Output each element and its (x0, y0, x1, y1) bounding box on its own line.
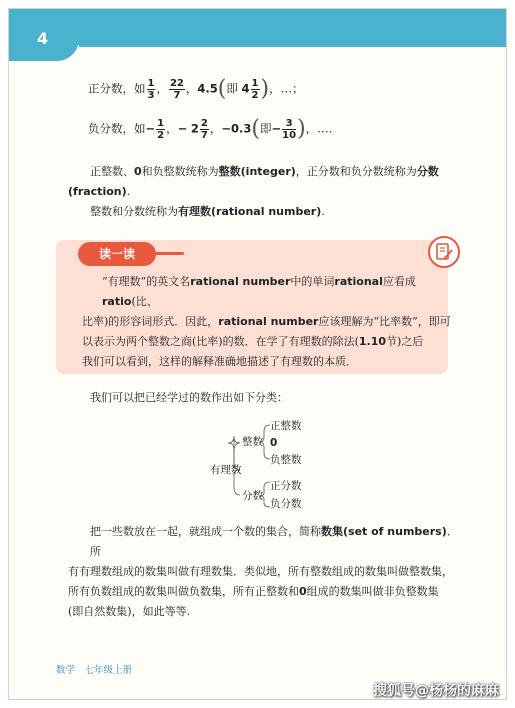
tree-fraction: 分数 (242, 490, 263, 502)
fraction (147, 78, 156, 101)
zero: 0 (299, 585, 307, 598)
text: 以表示为两个整数之商(比率)的数．在学了有理数的除法( (82, 335, 359, 348)
fraction (169, 78, 185, 101)
paren-open: ( (217, 76, 227, 102)
read-box-text (82, 272, 452, 372)
read-badge: 读一读 (78, 242, 156, 266)
tree-root: 有理数 (210, 464, 242, 476)
text: 比率)的形容词形式．因此， (82, 315, 219, 328)
text: ．所 (90, 525, 458, 558)
positive-fraction-examples (88, 78, 304, 101)
note-pencil-icon (428, 236, 460, 268)
separator: ， (166, 121, 178, 136)
text: 节)之后 (386, 335, 424, 348)
classify-intro: 我们可以把已经学过的数作出如下分类： (90, 391, 288, 404)
ji-label: 即 (226, 81, 238, 96)
fraction-numerator: 2 (200, 118, 208, 129)
read-line-2 (82, 312, 452, 332)
text: 组成的数集叫做非负整数集 (306, 585, 439, 598)
fraction-numerator: 3 (282, 118, 296, 130)
tree-zero: 0 (270, 437, 278, 449)
english-term: rational number (190, 275, 291, 288)
watermark: 搜狐号@杨杨的麻麻 (373, 683, 499, 699)
minus-sign: − (177, 121, 188, 136)
fraction-denominator: 3 (147, 90, 155, 101)
set-line-3 (68, 582, 460, 602)
negative-fraction-examples (88, 118, 332, 141)
fraction (156, 118, 165, 141)
term-rational: 有理数 (178, 205, 211, 218)
term-rational-en: (rational number) (211, 205, 322, 218)
text: 和负整数统称为 (141, 165, 219, 178)
fraction-denominator: 7 (173, 90, 181, 101)
number-set-paragraph (68, 522, 460, 622)
mixed-whole: 2 (190, 121, 199, 136)
english-term: ratio (102, 295, 132, 308)
definition-paragraph-1 (68, 162, 458, 202)
page-number: 4 (37, 29, 49, 48)
term-fraction: 分数 (416, 165, 439, 178)
separator: ， (209, 121, 222, 136)
fraction-denominator: 2 (157, 130, 165, 141)
negative-prefix: 负分数，如 (88, 121, 146, 136)
text: 我们可以看到，这样的解释准确地描述了有理数的本质． (82, 355, 357, 368)
period: . (126, 185, 131, 198)
term-fraction-en: (fraction) (68, 185, 127, 198)
ellipsis: ，…； (269, 81, 304, 96)
zero: 0 (134, 165, 142, 178)
paren-open: ( (251, 116, 260, 142)
paren-close: ) (297, 116, 306, 142)
english-term: rational (334, 275, 383, 288)
text: (比、 (131, 295, 158, 308)
section-number: 1.10 (358, 335, 387, 348)
tree-negative-integer: 负整数 (270, 454, 302, 466)
read-line-3 (82, 332, 452, 352)
header-band (9, 9, 506, 45)
period: . (321, 205, 325, 218)
text: 整数和分数统称为 (90, 205, 178, 218)
text: 把一些数放在一起，就组成一个数的集合，简称 (90, 525, 321, 538)
fraction-numerator: 1 (251, 78, 259, 89)
minus-sign: − (145, 121, 156, 136)
header-band-line (79, 45, 506, 47)
ellipsis: ，…. (305, 121, 333, 136)
read-line-1 (82, 272, 452, 312)
term-integer-en: (integer) (240, 165, 296, 178)
term-integer: 整数 (218, 165, 241, 178)
term-number-set-en: (set of numbers) (343, 525, 447, 538)
tree-positive-integer: 正整数 (270, 420, 302, 432)
fraction-numerator: 1 (157, 118, 165, 129)
set-line-4: (即自然数集)，如此等等. (68, 605, 191, 618)
mixed-whole: 4 (241, 81, 250, 96)
minus-sign: − (271, 121, 282, 136)
text: “有理数”的英文名 (102, 275, 191, 288)
positive-prefix: 正分数，如 (88, 81, 146, 96)
text: ，正分数和负分数统称为 (295, 165, 417, 178)
page-footer: 数学 七年级上册 (56, 665, 133, 676)
text: 应看成 (382, 275, 416, 288)
text: 中的单词 (290, 275, 335, 288)
read-line-4 (82, 352, 452, 372)
tree-integer: 整数 (242, 436, 263, 448)
tree-positive-fraction: 正分数 (270, 480, 302, 492)
tree-negative-fraction: 负分数 (270, 498, 302, 510)
separator: ， (185, 81, 198, 96)
fraction-numerator: 1 (147, 78, 155, 89)
decimal-value: 4.5 (197, 81, 218, 96)
separator: ， (156, 81, 168, 96)
ji-label: 即 (260, 121, 272, 136)
paren-close: ) (260, 76, 270, 102)
fraction (200, 118, 209, 141)
text: 应该理解为“比率数”，即可 (318, 315, 451, 328)
fraction (282, 118, 296, 141)
set-line-1 (68, 522, 460, 562)
fraction (251, 78, 260, 101)
fraction-denominator: 7 (200, 130, 208, 141)
fraction-denominator: 10 (282, 130, 297, 141)
term-number-set: 数集 (321, 525, 343, 538)
text: 所有负数组成的数集叫做负数集，所有正整数和 (68, 585, 299, 598)
fraction-numerator: 22 (169, 78, 184, 89)
english-term: rational number (218, 315, 319, 328)
fraction-denominator: 2 (251, 90, 259, 101)
set-line-2: 有有理数组成的数集叫做有理数集．类似地，所有整数组成的数集叫做整数集， (68, 565, 453, 578)
text: 正整数、 (90, 165, 134, 178)
decimal-value: −0.3 (221, 121, 252, 136)
definition-paragraph-2 (90, 202, 460, 222)
